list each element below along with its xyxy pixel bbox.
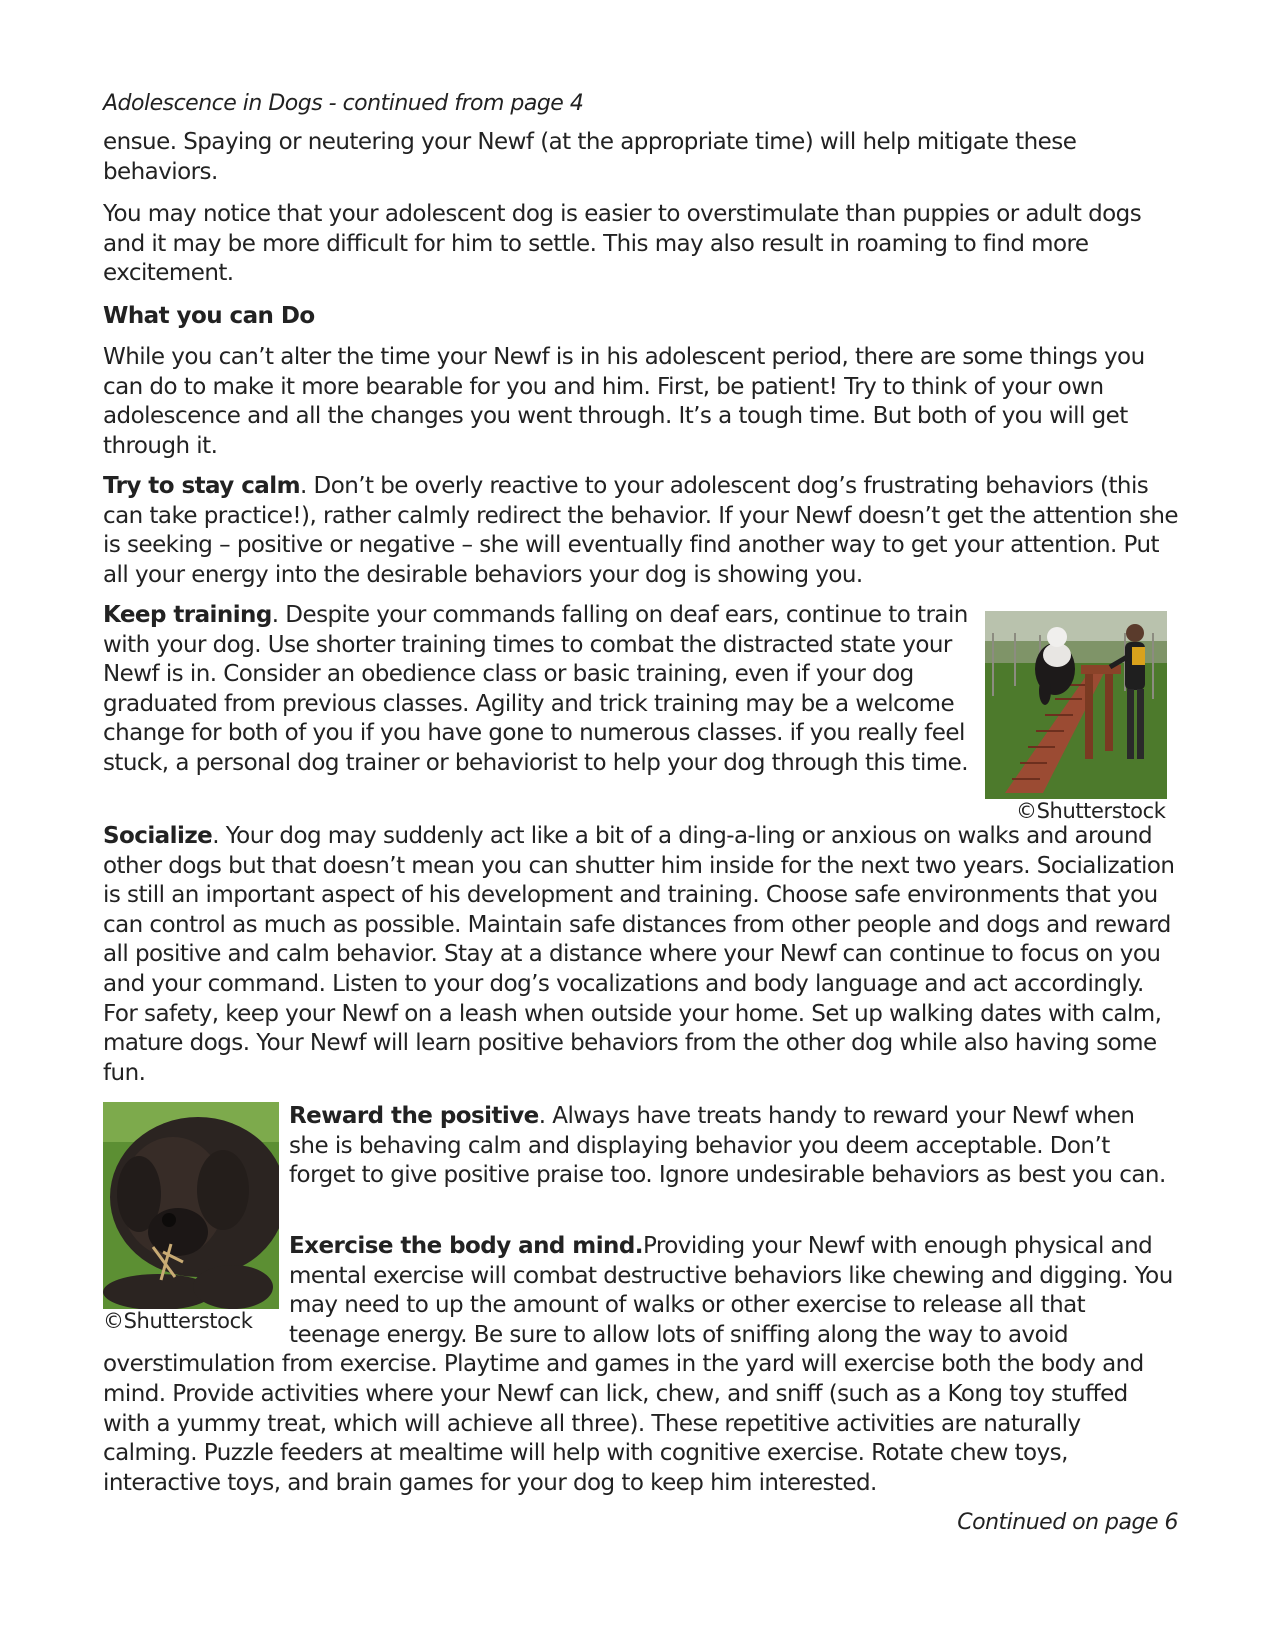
intro-block [103, 128, 1178, 187]
what-you-can-do-block [103, 343, 1178, 461]
tip-reward-positive [289, 1102, 1174, 1191]
tip-training-block [103, 601, 993, 779]
continued-from-header: Adolescence in Dogs - continued from page 4 [103, 91, 584, 116]
tip-keep-training-text: . Despite your commands falling on deaf ears, continue to train with your dog. Use shorter training times to combat the distracted state your Newf is in. Consider an obedience class or basic training, even if your dog graduated from previous classes. Agility and trick training may be a welcome change for both of you if you have gone to numerous classes. if you really feel stuck, a personal dog trainer or behaviorist to help your dog through this time. [103, 602, 969, 776]
photo-credit-agility: ©Shutterstock [1016, 799, 1166, 823]
agility-training-photo [985, 611, 1167, 799]
continued-on-footer: Continued on page 6 [957, 1510, 1178, 1535]
section-heading-block [103, 302, 1178, 332]
tip-reward-positive-text: . Always have treats handy to reward your Newf when she is behaving calm and displaying behavior you deem acceptable. Don’t forget to give positive praise too. Ignore undesirable behaviors as best you can. [289, 1103, 1166, 1189]
tip-stay-calm-text: . Don’t be overly reactive to your adolescent dog’s frustrating behaviors (this can take practice!), rather calmly redirect the behavior. If your Newf doesn’t get the attention she is seeking – positive or negative – she will eventually find another way to get your attention. Put all your energy into the desirable behaviors your dog is showing you. [103, 473, 1178, 588]
tip-calm-block [103, 472, 1178, 590]
section-heading: What you can Do [103, 303, 315, 329]
intro-paragraph-1: ensue. Spaying or neutering your Newf (at the appropriate time) will help mitigate these behaviors. [103, 129, 1077, 185]
intro-block-2 [103, 200, 1178, 289]
tip-reward-positive-title: Reward the positive [289, 1103, 539, 1129]
tip-socialize [103, 822, 1178, 1088]
tip-exercise-title: Exercise the body and mind. [289, 1233, 643, 1259]
tip-keep-training [103, 601, 993, 779]
image-float-spacer [103, 1232, 289, 1350]
what-you-can-do-paragraph: While you can’t alter the time your Newf is in his adolescent period, there are some things you can do to make it more bearable for you and him. First, be patient! Try to think of your own adolescence and all the changes you went through. It’s a tough time. But both of you will get through it. [103, 344, 1145, 459]
tip-socialize-text: . Your dog may suddenly act like a bit of a ding-a-ling or anxious on walks and around other dogs but that doesn’t mean you can shutter him inside for the next two years. Socialization is still an important aspect of his development and training. Choose safe environments that you can control as much as possible. Maintain safe distances from other people and dogs and reward all positive and calm behavior. Stay at a distance where your Newf can continue to focus on you and your command. Listen to your dog’s vocalizations and body language and act accordingly. For safety, keep your Newf on a leash when outside your home. Set up walking dates with calm, mature dogs. Your Newf will learn positive behaviors from the other dog while also having some fun. [103, 823, 1175, 1086]
tip-exercise-block [103, 1232, 1178, 1498]
tip-socialize-title: Socialize [103, 823, 213, 849]
tip-stay-calm-title: Try to stay calm [103, 473, 301, 499]
intro-paragraph-2: You may notice that your adolescent dog is easier to overstimulate than puppies or adult dogs and it may be more difficult for him to settle. This may also result in roaming to find more excitement. [103, 201, 1142, 287]
photo-credit-newfoundland: ©Shutterstock [103, 1309, 253, 1333]
tip-reward-block [289, 1102, 1174, 1191]
tip-stay-calm [103, 472, 1178, 590]
tip-keep-training-title: Keep training [103, 602, 272, 628]
tip-exercise-text: Providing your Newf with enough physical and mental exercise will combat destructive behaviors like chewing and digging. You may need to up the amount of walks or other exercise to release all that teenage energy. Be sure to allow lots of sniffing along the way to avoid overstimulation from exercise. Playtime and games in the yard will exercise both the body and mind. Provide activities where your Newf can lick, chew, and sniff (such as a Kong toy stuffed with a yummy treat, which will achieve all three). These repetitive activities are naturally calming. Puzzle feeders at mealtime will help with cognitive exercise. Rotate chew toys, interactive toys, and brain games for your dog to keep him interested. [103, 1233, 1173, 1496]
tip-socialize-block [103, 822, 1178, 1088]
